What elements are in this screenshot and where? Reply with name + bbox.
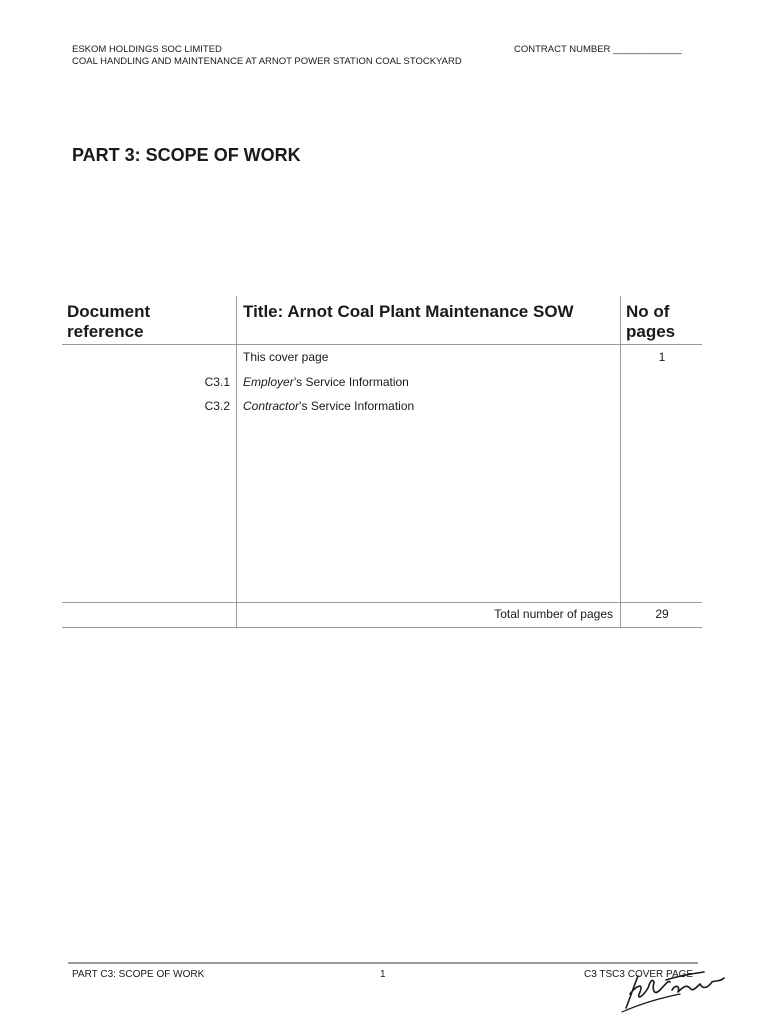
row-ref: C3.1 bbox=[204, 375, 230, 389]
total-bottom-rule bbox=[62, 627, 702, 628]
header-left bbox=[72, 44, 462, 68]
row-desc: Contractor’s Service Information bbox=[243, 399, 415, 413]
column-divider-2 bbox=[620, 296, 621, 628]
header-rule bbox=[62, 344, 702, 345]
project-name: COAL HANDLING AND MAINTENANCE AT ARNOT POWER STATION COAL STOCKYARD bbox=[72, 56, 462, 67]
footer-left: PART C3: SCOPE OF WORK bbox=[72, 969, 205, 980]
footer-right: C3 TSC3 COVER PAGE bbox=[584, 969, 694, 980]
header-title: Title: Arnot Coal Plant Maintenance SOW bbox=[243, 302, 574, 321]
total-label: Total number of pages bbox=[494, 607, 613, 621]
company-name: ESKOM HOLDINGS SOC LIMITED bbox=[72, 44, 222, 55]
total-top-rule bbox=[62, 602, 702, 603]
contents-table bbox=[62, 296, 702, 628]
total-pages: 29 bbox=[655, 607, 669, 621]
row-pages: 1 bbox=[658, 350, 666, 364]
column-divider-1 bbox=[236, 296, 237, 628]
row-ref: C3.2 bbox=[204, 399, 230, 413]
header-no-of-pages: No of pages bbox=[626, 302, 676, 341]
contract-number: CONTRACT NUMBER _____________ bbox=[514, 44, 682, 55]
footer-rule bbox=[68, 962, 698, 964]
header-document-reference: Document reference bbox=[67, 302, 151, 341]
handwritten-signature bbox=[620, 968, 730, 1014]
page-title: PART 3: SCOPE OF WORK bbox=[72, 145, 301, 165]
row-desc: Employer’s Service Information bbox=[243, 375, 409, 389]
footer-page-number: 1 bbox=[380, 969, 386, 980]
row-desc: This cover page bbox=[243, 350, 329, 364]
